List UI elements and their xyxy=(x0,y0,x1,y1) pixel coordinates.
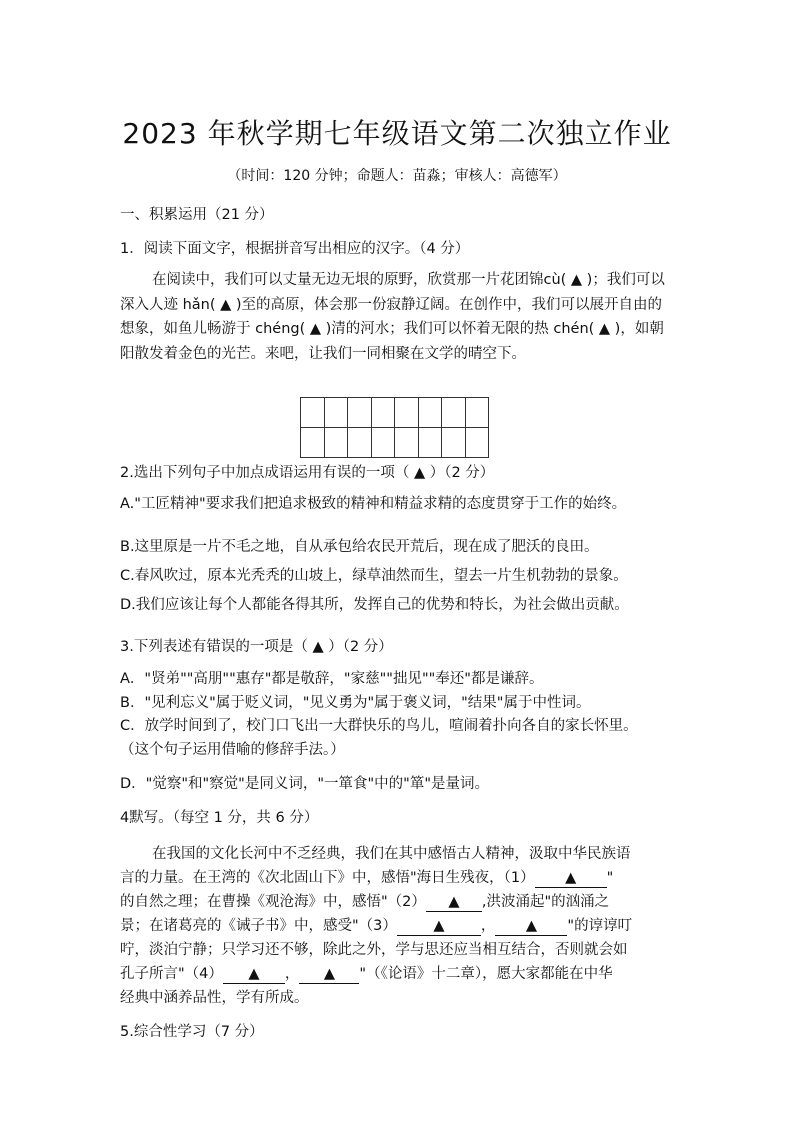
question-4-line-2: 言的力量。在王湾的《次北固山下》中，感悟"海日生残夜，（1） ▲ " xyxy=(120,870,614,886)
question-1-stem: 1．阅读下面文字，根据拼音写出相应的汉字。（4 分） xyxy=(120,241,470,257)
question-5-stem: 5.综合性学习（7 分） xyxy=(120,1024,264,1040)
question-3-option-d: D．"觉察"和"察觉"是同义词，"一箪食"中的"箪"是量词。 xyxy=(120,776,490,792)
question-2-option-a: A."工匠精神"要求我们把追求极致的精神和精益求精的态度贯穿于工作的始终。 xyxy=(120,496,627,512)
exam-meta: （时间：120 分钟；命题人：苗淼；审核人：高德军） xyxy=(227,168,567,184)
page-title: 2023 年秋学期七年级语文第二次独立作业 xyxy=(122,117,672,150)
question-2-option-b: B.这里原是一片不毛之地，自从承包给农民开荒后，现在成了肥沃的良田。 xyxy=(120,539,599,555)
question-4-line-1: 在我国的文化长河中不乏经典，我们在其中感悟古人精神，汲取中华民族语 xyxy=(152,846,631,862)
question-4-line-4: 景；在诸葛亮的《诫子书》中，感受"（3） ▲ ， ▲ "的谆谆叮 xyxy=(120,918,633,934)
fill-blank-4a[interactable]: ▲ xyxy=(223,965,285,984)
question-2-stem: 2.选出下列句子中加点成语运用有误的一项（ ▲ ）（2 分） xyxy=(120,465,495,481)
question-2-option-d: D.我们应该让每个人都能各得其所，发挥自己的优势和特长，为社会做出贡献。 xyxy=(120,597,629,613)
question-3-option-b: B．"见利忘义"属于贬义词，"见义勇为"属于褒义词，"结果"属于中性词。 xyxy=(120,695,591,711)
fill-blank-2[interactable]: ▲ xyxy=(426,893,482,912)
fill-blank-3b[interactable]: ▲ xyxy=(495,917,567,936)
section-heading: 一、积累运用（21 分） xyxy=(120,207,274,223)
question-4-line-5: 咛，淡泊宁静；只学习还不够，除此之外，学与思还应当相互结合，否则就会如 xyxy=(120,942,628,958)
fill-blank-1[interactable]: ▲ xyxy=(535,869,607,888)
question-3-option-c-note: （这个句子运用借喻的修辞手法。） xyxy=(120,742,345,758)
question-1-passage: 在阅读中，我们可以丈量无边无垠的原野，欣赏那一片花团锦cù( ▲ )；我们可以深入人迹 hǎn( ▲ )至的高原，体会那一份寂静辽阔。在创作中，我们可以展开自由的想象，如鱼儿畅游于 chéng( ▲ )清的河水；我们可以怀着无限的热 chén( ▲ )，如朝阳散发着金色的光芒。来吧，让我们一同相聚在文学的晴空下。 xyxy=(120,272,665,362)
fill-blank-4b[interactable]: ▲ xyxy=(299,965,359,984)
question-4-line-6: 孔子所言"（4） ▲ ， ▲ "（《论语》十二章），愿大家都能在中华 xyxy=(120,966,613,982)
question-3-option-c: C．放学时间到了，校门口飞出一大群快乐的鸟儿，喧闹着扑向各自的家长怀里。 xyxy=(120,718,638,734)
fill-blank-3a[interactable]: ▲ xyxy=(397,917,481,936)
answer-grid[interactable] xyxy=(300,397,489,458)
question-4-stem: 4默写。（每空 1 分，共 6 分） xyxy=(120,810,319,826)
question-4-line-7: 经典中涵养品性，学有所成。 xyxy=(120,990,309,1006)
question-4-line-3: 的自然之理；在曹操《观沧海》中，感悟"（2） ▲ ,洪波涌起"的汹涌之 xyxy=(120,894,610,910)
question-3-stem: 3.下列表述有错误的一项是（ ▲ ）（2 分） xyxy=(120,639,393,655)
question-3-option-a: A．"贤弟""高朋""惠存"都是敬辞，"家慈""拙见""奉还"都是谦辞。 xyxy=(120,671,544,687)
question-2-option-c: C.春风吹过，原本光秃秃的山坡上，绿草油然而生，望去一片生机勃勃的景象。 xyxy=(120,568,628,584)
